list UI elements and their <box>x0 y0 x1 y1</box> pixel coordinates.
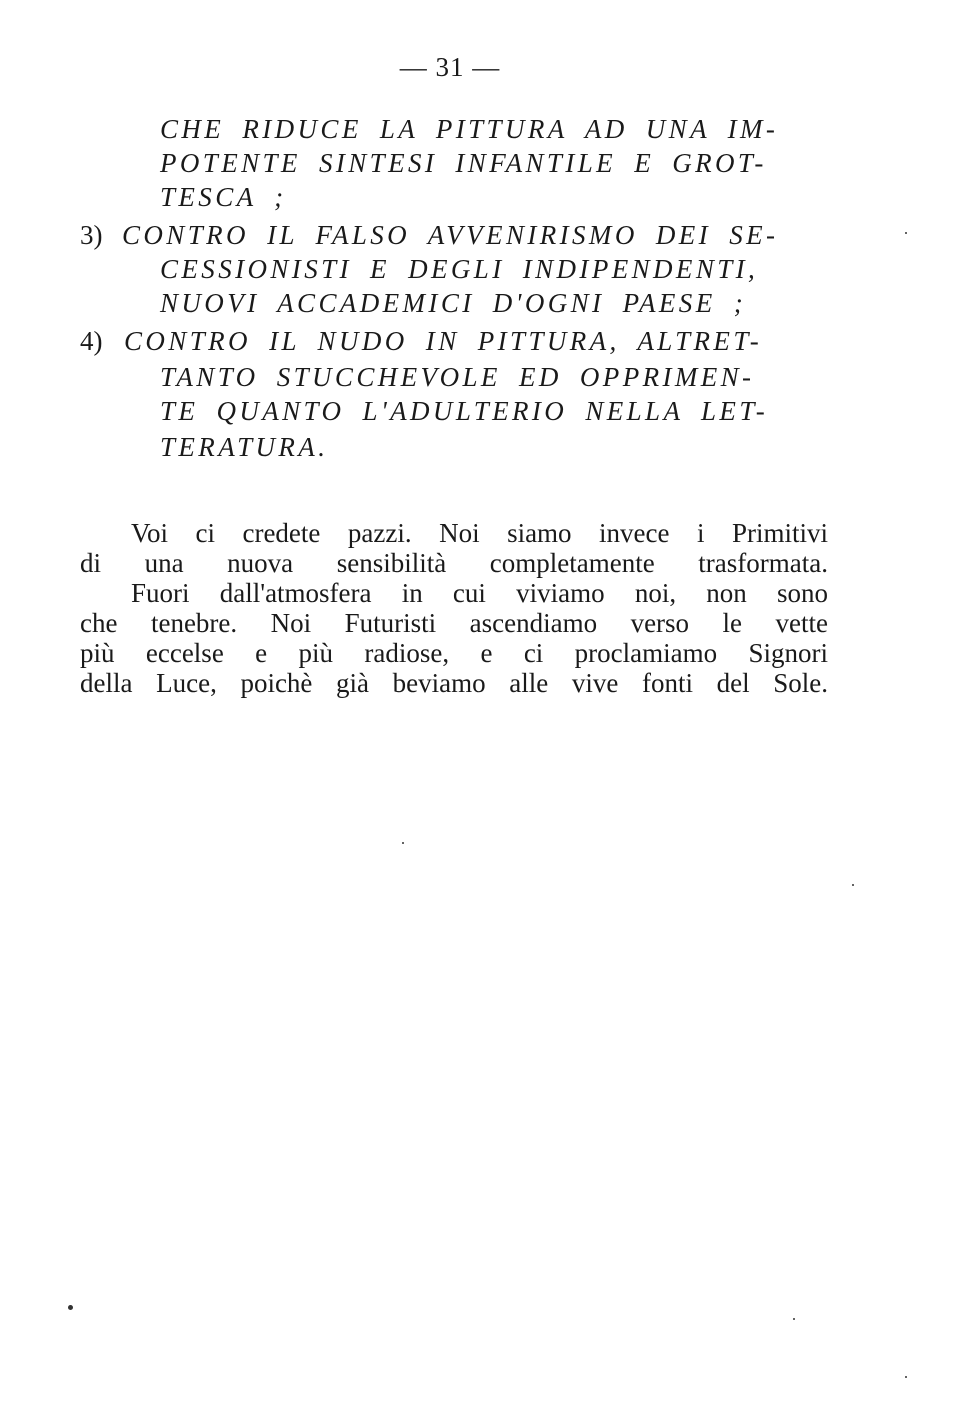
manifesto-line-1: CHE RIDUCE LA PITTURA AD UNA IM- <box>160 114 779 144</box>
item-3-line-3: NUOVI ACCADEMICI D'OGNI PAESE ; <box>160 288 747 318</box>
item-3-number: 3) <box>80 220 103 250</box>
item-4-number: 4) <box>80 326 103 356</box>
item-3-line-1: CONTRO IL FALSO AVVENIRISMO DEI SE- <box>122 220 779 250</box>
item-3-line-2: CESSIONISTI E DEGLI INDIPENDENTI, <box>160 254 759 284</box>
scan-speck <box>905 232 907 234</box>
scan-speck <box>793 1318 795 1320</box>
manifesto-line-3: TESCA ; <box>160 182 287 212</box>
scan-speck <box>852 884 854 886</box>
page-number: — 31 — <box>399 52 501 82</box>
item-4-line-2: TANTO STUCCHEVOLE ED OPPRIMEN- <box>160 362 755 392</box>
paragraph-line-6: della Luce, poichè già beviamo alle vive fonti del Sole. <box>80 668 828 698</box>
paragraph-line-3: Fuori dall'atmosfera in cui viviamo noi, non sono <box>131 578 828 608</box>
paragraph-line-5: più eccelse e più radiose, e ci proclamiamo Signori <box>80 638 828 668</box>
item-4-line-4: TERATURA. <box>160 432 329 462</box>
manifesto-line-2: POTENTE SINTESI INFANTILE E GROT- <box>160 148 767 178</box>
item-4-line-1: CONTRO IL NUDO IN PITTURA, ALTRET- <box>124 326 763 356</box>
scan-speck <box>905 1376 907 1378</box>
paragraph-line-2: di una nuova sensibilità completamente trasformata. <box>80 548 828 578</box>
paragraph-line-1: Voi ci credete pazzi. Noi siamo invece i Primitivi <box>131 518 828 548</box>
paragraph-line-4: che tenebre. Noi Futuristi ascendiamo verso le vette <box>80 608 828 638</box>
scan-speck <box>402 842 404 844</box>
item-4-line-3: TE QUANTO L'ADULTERIO NELLA LET- <box>160 396 769 426</box>
scan-speck <box>68 1305 73 1310</box>
